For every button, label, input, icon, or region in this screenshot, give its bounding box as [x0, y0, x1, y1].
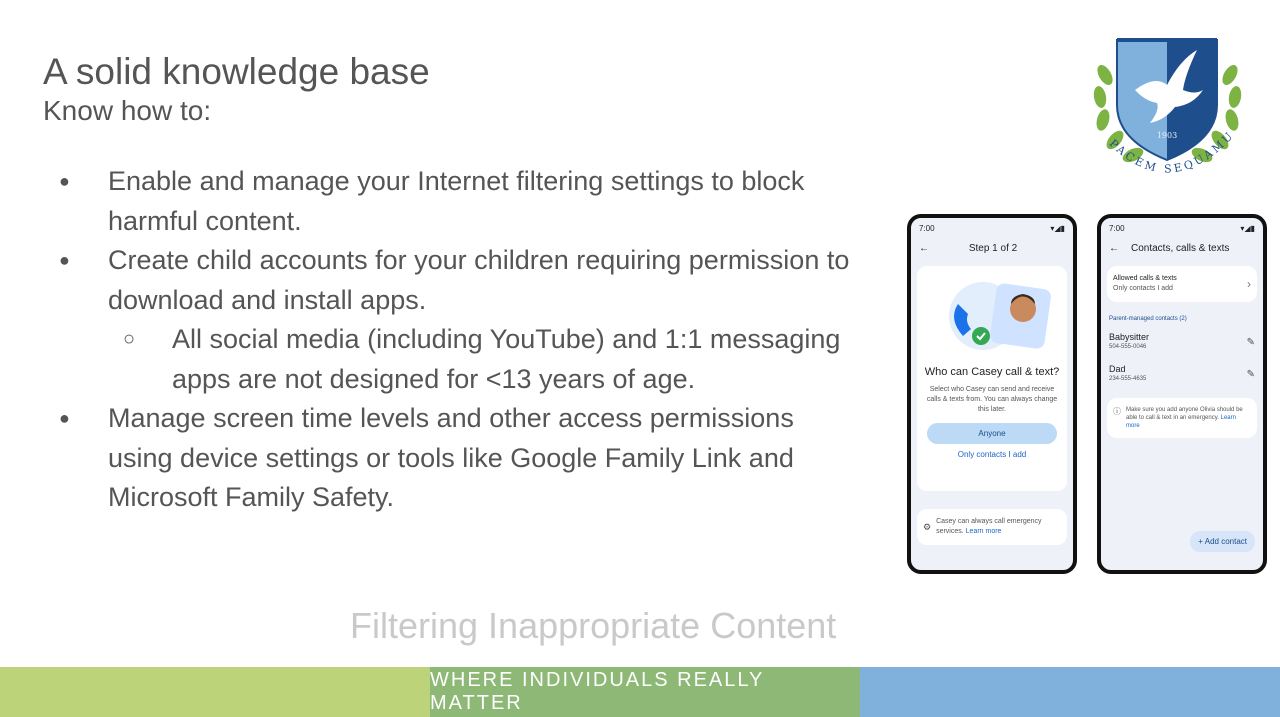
sub-bullet-item	[55, 320, 855, 399]
call-permission-card	[917, 266, 1067, 491]
info-note	[1107, 398, 1257, 438]
info-icon: ⓘ	[1113, 407, 1121, 416]
allowed-calls-value: Only contacts I add	[1113, 285, 1173, 292]
footer-band-right	[860, 667, 1280, 717]
signal-battery-icon: ▾◢▮	[1240, 224, 1255, 233]
bullet-item	[55, 399, 855, 518]
slide-subtitle: Know how to:	[43, 95, 212, 126]
info-note-text: Make sure you add anyone Olivia should be able to call & text in an emergency.	[1126, 407, 1243, 421]
allowed-calls-setting[interactable]	[1107, 266, 1257, 302]
contact-name: Babysitter	[1109, 332, 1150, 342]
school-crest-logo	[1085, 35, 1250, 195]
crest-year: 1903	[1156, 131, 1178, 140]
footer-band-left	[0, 667, 430, 717]
bullet-text: Enable and manage your Internet filtering settings to block harmful content.	[108, 166, 805, 236]
edit-pencil-icon[interactable]: ✎	[1246, 368, 1255, 380]
signal-battery-icon: ▾◢▮	[1050, 224, 1065, 233]
section-label: Parent-managed contacts (2)	[1109, 316, 1187, 322]
back-arrow-icon[interactable]: ←	[1109, 243, 1119, 254]
contact-row[interactable]	[1101, 358, 1263, 390]
phone-contact-illustration	[923, 274, 1073, 354]
bullet-text: Create child accounts for your children requiring permission to download and install apps.	[108, 245, 850, 315]
add-contact-button[interactable]: + Add contact	[1190, 531, 1255, 552]
only-contacts-option-link[interactable]: Only contacts I add	[957, 450, 1027, 459]
slide-caption: Filtering Inappropriate Content	[350, 605, 837, 646]
bullet-dot-icon: ●	[59, 171, 70, 191]
bullet-dot-icon: ●	[59, 250, 70, 270]
footer-band-middle	[430, 667, 860, 717]
footer-motto: WHERE INDIVIDUALS REALLY MATTER	[430, 669, 765, 714]
bullet-item	[55, 162, 855, 241]
bullet-item	[55, 241, 855, 320]
contact-name: Dad	[1109, 364, 1126, 374]
step-header: Step 1 of 2	[968, 243, 1018, 254]
bullet-list	[55, 162, 855, 518]
sub-bullet-text: All social media (including YouTube) and 1:1 messaging apps are not designed for <13 years of age.	[172, 324, 841, 394]
bullet-dot-icon: ●	[59, 408, 70, 428]
contact-row[interactable]	[1101, 326, 1263, 358]
sub-bullet-ring-icon: ○	[123, 328, 136, 350]
anyone-option-button[interactable]: Anyone	[927, 423, 1057, 444]
call-question: Who can Casey call & text?	[924, 366, 1060, 378]
edit-pencil-icon[interactable]: ✎	[1246, 336, 1255, 348]
call-description: Select who Casey can send and receive calls & texts from. You can always change this later.	[926, 386, 1058, 413]
learn-more-link[interactable]: Learn more	[965, 528, 1002, 535]
contacts-header: Contacts, calls & texts	[1131, 243, 1230, 254]
emergency-note-text: Casey can always call emergency services.	[936, 518, 1042, 535]
contact-number: 504-555-0046	[1109, 344, 1147, 350]
emergency-note	[917, 509, 1067, 545]
allowed-calls-title: Allowed calls & texts	[1113, 275, 1177, 282]
back-arrow-icon[interactable]: ←	[919, 243, 929, 254]
status-time: 7:00	[919, 224, 935, 233]
contact-number: 234-555-4635	[1109, 376, 1147, 382]
learn-more-link[interactable]: Learn more	[1126, 415, 1236, 429]
phone-screenshot-1	[907, 214, 1077, 574]
status-time: 7:00	[1109, 224, 1125, 233]
chevron-right-icon: ›	[1247, 277, 1251, 291]
crest-motto: PACEM SEQUAMU	[1106, 127, 1238, 176]
gear-icon: ⚙	[923, 521, 932, 532]
phone-screenshot-2	[1097, 214, 1267, 574]
slide-title: A solid knowledge base	[43, 51, 430, 92]
bullet-text: Manage screen time levels and other access permissions using device settings or tools like Google Family Link and Microsoft Family Safety.	[108, 403, 794, 512]
